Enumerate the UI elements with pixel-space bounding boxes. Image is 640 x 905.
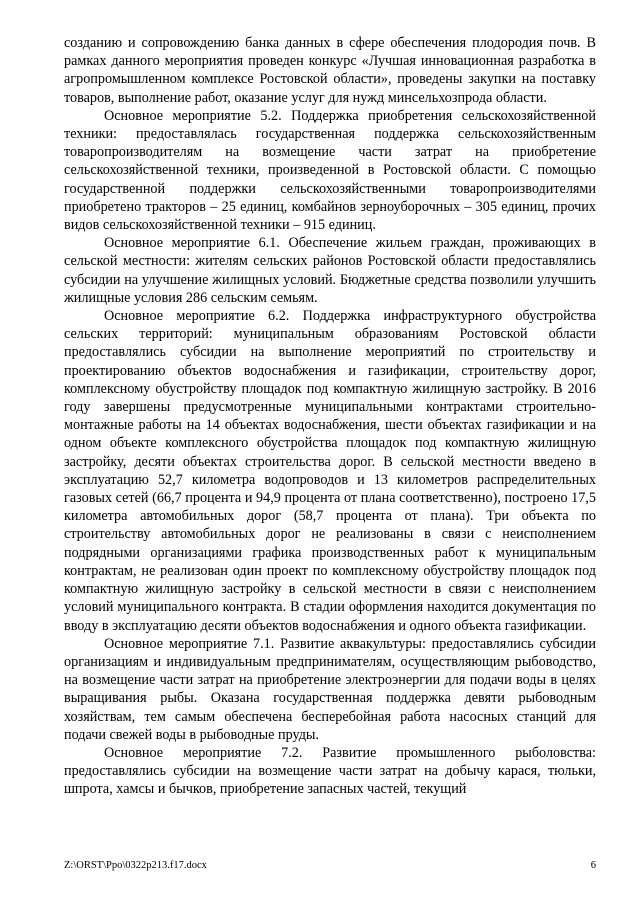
document-body [64, 34, 596, 799]
paragraph-continuation: созданию и сопровождению банка данных в сфере обеспечения плодородия почв. В рамках данного мероприятия проведен конкурс «Лучшая инновационная разработка в агропромышленном комплексе Ростовской области», проведены закупки на поставку товаров, выполнение работ, оказание услуг для нужд минсельхозпрода области. [64, 35, 596, 106]
page-number: 6 [590, 860, 596, 871]
paragraph-measure-6-1: Основное мероприятие 6.1. Обеспечение жильем граждан, проживающих в сельской местности: жителям сельских районов Ростовской области предоставлялись субсидии на улучшение жилищных условий. Бюджетные средства позволили улучшить жилищные условия 286 сельским семьям. [64, 235, 596, 306]
paragraph-measure-7-1: Основное мероприятие 7.1. Развитие аквакультуры: предоставлялись субсидии организациям и индивидуальным предпринимателям, осуществляющим рыбоводство, на возмещение части затрат на приобретение электроэнергии для подачи воды в целях выращивания рыбы. Оказана государственная поддержка девяти рыбоводным хозяйствам, тем самым обеспечена бесперебойная работа насосных станций для подачи свежей воды в рыбоводные пруды. [64, 635, 596, 743]
paragraph-measure-6-2: Основное мероприятие 6.2. Поддержка инфраструктурного обустройства сельских территорий: муниципальным образованиям Ростовской области предоставлялись субсидии на выполнение мероприятий по строительству и проектированию объектов водоснабжения и газификации, строительству дорог, комплексному обустройству площадок под компактную жилищную застройку. В 2016 году завершены предусмотренные муниципальными контрактами строительно-монтажные работы на 14 объектах водоснабжения, шести объектах газификации и на одном объекте комплексного обустройства площадок под компактную жилищную застройку, десяти объектах строительства дорог. В сельской местности введено в эксплуатацию 52,7 километра водопроводов и 13 километров распределительных газовых сетей (66,7 процента и 94,9 процента от плана соответственно), построено 17,5 километра автомобильных дорог (58,7 процента от плана). Три объекта по строительству автомобильных дорог не реализованы в связи с неисполнением подрядными организациями графика производственных работ к муниципальным контрактам, не реализован один проект по комплексному обустройству площадок под компактную жилищную застройку в сельской местности в связи с неисполнением условий муниципального контракта. В стадии оформления находится документация по вводу в эксплуатацию десяти объектов водоснабжения и одного объекта газификации. [64, 308, 596, 634]
paragraph-measure-7-2: Основное мероприятие 7.2. Развитие промышленного рыболовства: предоставлялись субсидии на возмещение части затрат на добычу карася, тюльки, шпрота, хамсы и бычков, приобретение запасных частей, текущий [64, 744, 596, 798]
page-footer [64, 860, 596, 876]
paragraph-measure-5-2: Основное мероприятие 5.2. Поддержка приобретения сельскохозяйственной техники: предоставлялась государственная поддержка сельскохозяйственным товаропроизводителям на возмещение части затрат на приобретение сельскохозяйственной техники, произведенной в Ростовской области. С помощью государственной поддержки сельскохозяйственными товаропроизводителями приобретено тракторов – 25 единиц, комбайнов зерноуборочных – 305 единиц, прочих видов сельскохозяйственной техники – 915 единиц. [64, 107, 596, 234]
file-path: Z:\ORST\Ppo\0322p213.f17.docx [64, 860, 207, 871]
